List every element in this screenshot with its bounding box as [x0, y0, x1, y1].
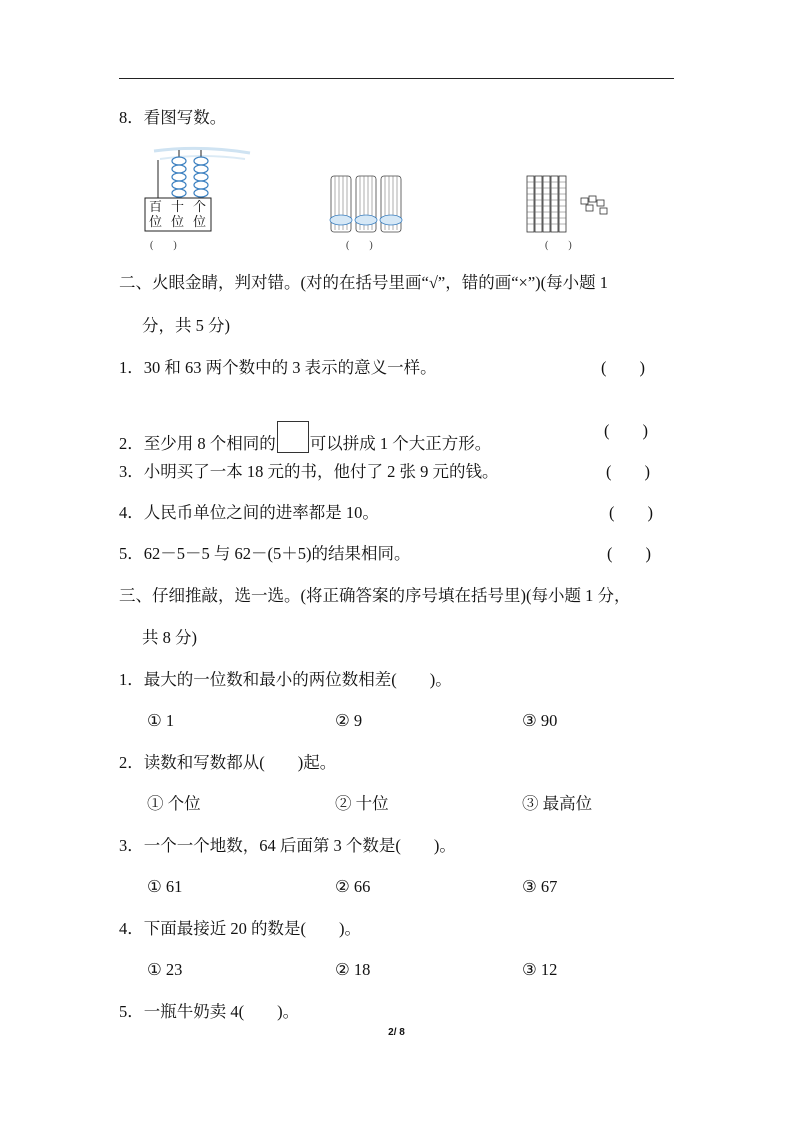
s3-q2-option-a[interactable]: ① 个位	[147, 794, 201, 813]
s3-question-5: 5．一瓶牛奶卖 4( )。	[119, 1002, 300, 1021]
q8-blank-1[interactable]: ( )	[150, 240, 177, 251]
abacus-label-hundreds: 百	[149, 199, 163, 214]
counting-blocks-drawing	[524, 172, 614, 236]
s2-item-4-blank[interactable]: ( )	[609, 503, 653, 522]
s2-item-5-blank[interactable]: ( )	[607, 544, 651, 563]
section2-heading: 二、火眼金睛，判对错。(对的在括号里画“√”，错的画“×”)(每小题 1	[119, 273, 609, 292]
abacus-label-tens: 十	[171, 199, 185, 214]
s2-item-4: 4．人民币单位之间的进率都是 10。	[119, 503, 379, 522]
s3-q3-option-a[interactable]: ① 61	[147, 877, 183, 896]
counting-blocks-figure	[524, 172, 614, 236]
square-shape-icon	[277, 421, 309, 453]
s3-q1-option-a[interactable]: ① 1	[147, 711, 175, 730]
abacus-label-ones: 个	[193, 199, 207, 214]
s3-q4-option-a[interactable]: ① 23	[147, 960, 183, 979]
s3-question-3: 3．一个一个地数，64 后面第 3 个数是( )。	[119, 836, 456, 855]
section2-heading-cont: 分，共 5 分)	[142, 316, 230, 335]
q8-blank-2[interactable]: ( )	[346, 240, 373, 251]
stick-bundles-drawing	[328, 170, 408, 236]
s3-q2-option-b[interactable]: ② 十位	[335, 794, 389, 813]
s3-question-4: 4．下面最接近 20 的数是( )。	[119, 919, 361, 938]
s2-item-2-after: 可以拼成 1 个大正方形。	[309, 434, 492, 453]
s3-q1-option-c[interactable]: ③ 90	[522, 711, 558, 730]
q8-blank-3[interactable]: ( )	[545, 240, 572, 251]
s3-q4-option-c[interactable]: ③ 12	[522, 960, 558, 979]
s2-item-2-before: 2．至少用 8 个相同的	[119, 434, 276, 453]
section3-heading-cont: 共 8 分)	[142, 628, 197, 647]
s3-q3-option-c[interactable]: ③ 67	[522, 877, 558, 896]
s3-question-2: 2．读数和写数都从( )起。	[119, 753, 337, 772]
q8-title: 8．看图写数。	[119, 108, 227, 127]
stick-bundles-figure	[328, 170, 408, 236]
abacus-label-hundreds-wei: 位	[149, 214, 163, 229]
page-number: 2/ 8	[388, 1027, 405, 1038]
s3-question-1: 1．最大的一位数和最小的两位数相差( )。	[119, 670, 452, 689]
s2-item-1-blank[interactable]: ( )	[601, 358, 645, 377]
s2-item-2	[119, 421, 491, 454]
abacus-label-ones-wei: 位	[193, 214, 207, 229]
s2-item-1: 1．30 和 63 两个数中的 3 表示的意义一样。	[119, 358, 437, 377]
s2-item-3-blank[interactable]: ( )	[606, 462, 650, 481]
s3-q4-option-b[interactable]: ② 18	[335, 960, 371, 979]
s2-item-5: 5．62－5－5 与 62－(5＋5)的结果相同。	[119, 544, 411, 563]
abacus-figure	[140, 145, 255, 240]
s2-item-2-blank[interactable]: ( )	[604, 421, 648, 440]
header-rule	[119, 78, 674, 79]
s3-q3-option-b[interactable]: ② 66	[335, 877, 371, 896]
s3-q1-option-b[interactable]: ② 9	[335, 711, 363, 730]
s3-q2-option-c[interactable]: ③ 最高位	[522, 794, 593, 813]
s2-item-3: 3．小明买了一本 18 元的书，他付了 2 张 9 元的钱。	[119, 462, 499, 481]
section3-heading: 三、仔细推敲，选一选。(将正确答案的序号填在括号里)(每小题 1 分，	[119, 586, 631, 605]
abacus-label-tens-wei: 位	[171, 214, 185, 229]
